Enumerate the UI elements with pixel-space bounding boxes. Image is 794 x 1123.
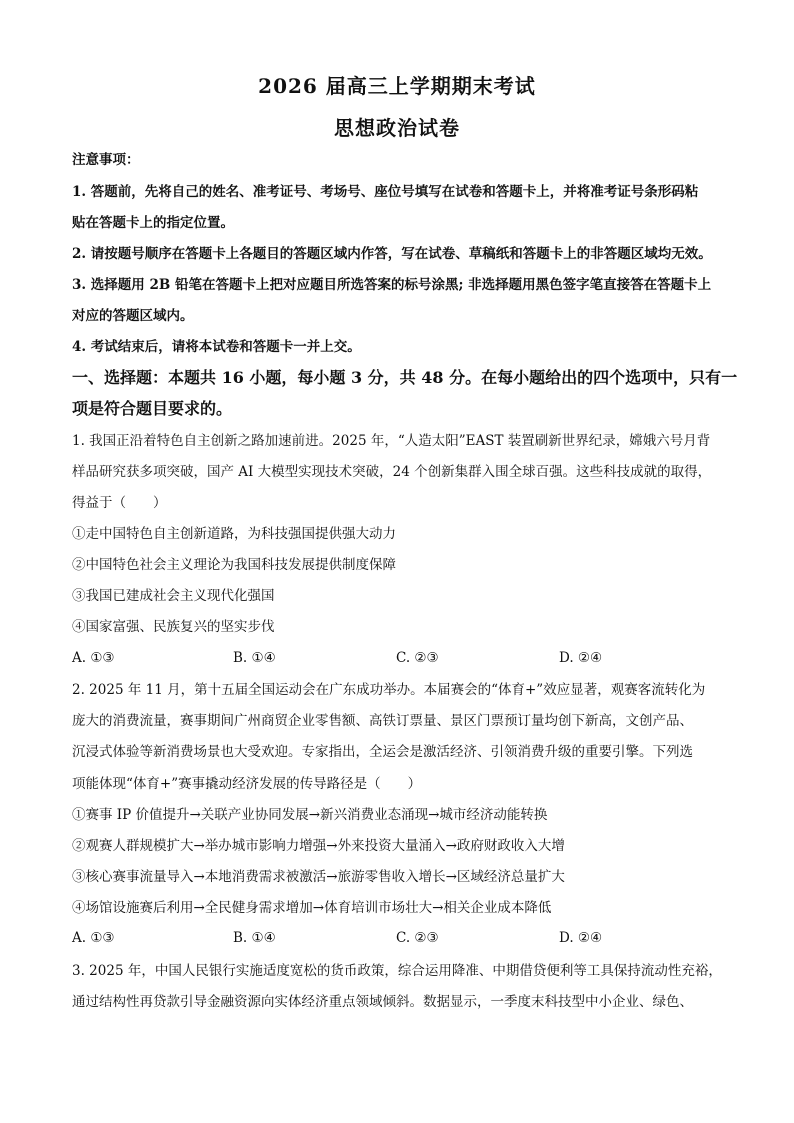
section-heading-line-1: 一、选择题：本题共 16 小题，每小题 3 分，共 48 分。在每小题给出的四个选项中，只有一 bbox=[72, 368, 738, 387]
question-2-option-b: B. ①④ bbox=[233, 930, 276, 946]
notice-item-1-line-1: 1. 答题前，先将自己的姓名、准考证号、考场号、座位号填写在试卷和答题卡上，并将准考证号条形码粘 bbox=[72, 184, 699, 200]
question-1-option-c: C. ②③ bbox=[396, 650, 439, 666]
question-1-option-b: B. ①④ bbox=[233, 650, 276, 666]
question-2-stem-line-4: 项能体现“体育+”赛事撬动经济发展的传导路径是（ ） bbox=[72, 776, 422, 792]
question-1-option-a: A. ①③ bbox=[72, 650, 115, 666]
question-3-stem-line-2: 通过结构性再贷款引导金融资源向实体经济重点领域倾斜。数据显示，一季度末科技型中小企业、绿色、 bbox=[72, 994, 693, 1010]
question-2-stem-line-3: 沉浸式体验等新消费场景也大受欢迎。专家指出，全运会是激活经济、引领消费升级的重要引擎。下列选 bbox=[72, 744, 693, 760]
question-1-options bbox=[72, 650, 724, 668]
section-heading-line-2: 项是符合题目要求的。 bbox=[72, 399, 233, 418]
question-1-statement-2: ②中国特色社会主义理论为我国科技发展提供制度保障 bbox=[72, 557, 396, 573]
notice-item-2: 2. 请按题号顺序在答题卡上各题目的答题区域内作答，写在试卷、草稿纸和答题卡上的非答题区域均无效。 bbox=[72, 246, 712, 262]
question-2-statement-4: ④场馆设施赛后利用→全民健身需求增加→体育培训市场壮大→相关企业成本降低 bbox=[72, 900, 552, 916]
question-2-stem-line-1: 2. 2025 年 11 月，第十五届全国运动会在广东成功举办。本届赛会的“体育+”效应显著，观赛客流转化为 bbox=[72, 682, 706, 698]
question-1-stem-line-1: 1. 我国正沿着特色自主创新之路加速前进。2025 年，“人造太阳”EAST 装置刷新世界纪录，嫦娥六号月背 bbox=[72, 433, 711, 449]
question-2-option-a: A. ①③ bbox=[72, 930, 115, 946]
notice-heading: 注意事项： bbox=[72, 152, 140, 168]
exam-title: 2026 届高三上学期期末考试 bbox=[258, 74, 536, 98]
question-1-stem-line-3: 得益于（ ） bbox=[72, 495, 167, 511]
question-2-options bbox=[72, 930, 724, 948]
question-1-option-d: D. ②④ bbox=[559, 650, 603, 666]
question-2-stem-line-2: 庞大的消费流量，赛事期间广州商贸企业零售额、高铁订票量、景区门票预订量均创下新高，文创产品、 bbox=[72, 713, 693, 729]
question-2-statement-3: ③核心赛事流量导入→本地消费需求被激活→旅游零售收入增长→区域经济总量扩大 bbox=[72, 869, 565, 885]
question-2-statement-1: ①赛事 IP 价值提升→关联产业协同发展→新兴消费业态涌现→城市经济动能转换 bbox=[72, 807, 548, 823]
question-1-statement-1: ①走中国特色自主创新道路，为科技强国提供强大动力 bbox=[72, 526, 396, 542]
question-1-stem-line-2: 样品研究获多项突破，国产 AI 大模型实现技术突破，24 个创新集群入围全球百强。这些科技成就的取得， bbox=[72, 464, 712, 480]
question-3-stem-line-1: 3. 2025 年，中国人民银行实施适度宽松的货币政策，综合运用降准、中期借贷便利等工具保持流动性充裕， bbox=[72, 963, 722, 979]
notice-item-4: 4. 考试结束后，请将本试卷和答题卡一并上交。 bbox=[72, 339, 361, 355]
question-2-option-c: C. ②③ bbox=[396, 930, 439, 946]
question-2-statement-2: ②观赛人群规模扩大→举办城市影响力增强→外来投资大量涌入→政府财政收入大增 bbox=[72, 838, 565, 854]
notice-item-3-line-1: 3. 选择题用 2B 铅笔在答题卡上把对应题目所选答案的标号涂黑; 非选择题用黑色签字笔直接答在答题卡上 bbox=[72, 277, 712, 293]
question-1-statement-4: ④国家富强、民族复兴的坚实步伐 bbox=[72, 619, 275, 635]
exam-subject: 思想政治试卷 bbox=[334, 116, 460, 140]
question-1-statement-3: ③我国已建成社会主义现代化强国 bbox=[72, 588, 275, 604]
notice-item-3-line-2: 对应的答题区域内。 bbox=[72, 308, 194, 324]
question-2-option-d: D. ②④ bbox=[559, 930, 603, 946]
notice-item-1-line-2: 贴在答题卡上的指定位置。 bbox=[72, 215, 234, 231]
